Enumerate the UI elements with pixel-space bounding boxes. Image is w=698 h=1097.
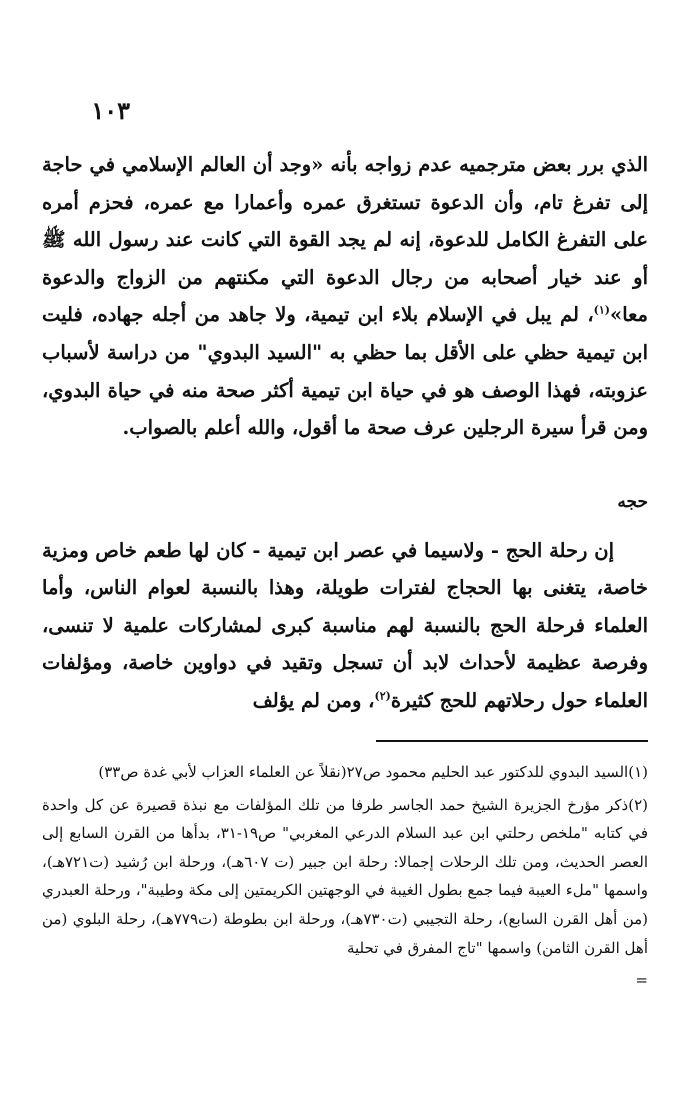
page-number: ١٠٣ [91, 96, 130, 125]
paragraph-text: الذي برر بعض مترجميه عدم زواجه بأنه «وجد أن العالم الإسلامي في حاجة إلى تفرغ تام، وأن الدعوة تستغرق عمره وأعمارا مع عمره، فحزم أمره على التفرغ الكامل للدعوة، إنه لم يجد القوة التي كانت عند رسول الله ﷺ أو عند خيار أصحابه من رجال الدعوة التي مكنتهم من الزواج والدعوة معا» [42, 153, 648, 327]
footnote-1: (١)السيد البدوي للدكتور عبد الحليم محمود ص٢٧(نقلاً عن العلماء العزاب لأبي غدة ص٣٣) [98, 763, 648, 781]
footnote-2: (٢)ذكر مؤرخ الجزيرة الشيخ حمد الجاسر طرفا من تلك المؤلفات مع نبذة قصيرة عن كل واحدة في كتابه "ملخص رحلتي ابن عبد السلام الدرعي المغربي" ص١٩-٣١، بدأها من القرن السابع إلى العصر الحديث، ومن تلك الرحلات إجمالا: رحلة ابن جبير (ت ٦٠٧هـ)، ورحلة ابن رُشيد (ت٧٢١هـ)، واسمها "ملء العيبة فيما جمع بطول الغيبة في الوجهتين الكريمتين إلى مكة وطيبة"، ورحلة العبدري (من أهل القرن السابع)، رحلة التجيبي (ت٧٣٠هـ)، ورحلة ابن بطوطة (ت٧٧٩هـ)، رحلة البلوي (من أهل القرن الثامن) واسمها "تاج المفرق في تحلية [42, 795, 649, 957]
footnote-ref-2: (٢) [374, 689, 391, 703]
footnotes [42, 758, 648, 999]
section-1-text [42, 146, 648, 447]
footnote-ref-1: (١) [593, 303, 611, 317]
continuation-mark: = [635, 971, 648, 990]
section-heading-hajj: حجه [617, 492, 648, 512]
paragraph-hajj [42, 532, 648, 719]
paragraph-celibacy [42, 146, 648, 447]
paragraph-text: إن رحلة الحج - ولاسيما في عصر ابن تيمية - كان لها طعم خاص ومزية خاصة، يتغنى بها الحجاج لفترات طويلة، وهذا بالنسبة لعوام الناس، وأما العلماء فرحلة الحج بالنسبة لهم مناسبة كبرى لمشاركات علمية لا تنسى، وفرصة عظيمة لأحداث لابد أن تسجل وتقيد في دواوين خاصة، ومؤلفات العلماء حول رحلاتهم للحج كثيرة [42, 539, 648, 712]
footnote-divider [376, 740, 648, 742]
paragraph-text-continued: ، لم يبل في الإسلام بلاء ابن تيمية، ولا جاهد من أجله جهاده، فليت ابن تيمية حظي على الأقل بما حظي به "السيد البدوي" من دراسة لأسباب عزوبته، فهذا الوصف هو في حياة ابن تيمية أكثر صحة منه في حياة البدوي، ومن قرأ سيرة الرجلين عرف صحة ما أقول، والله أعلم بالصواب. [42, 303, 648, 440]
paragraph-text-continued: ، ومن لم يؤلف [252, 688, 375, 712]
section-2-text [42, 532, 648, 719]
